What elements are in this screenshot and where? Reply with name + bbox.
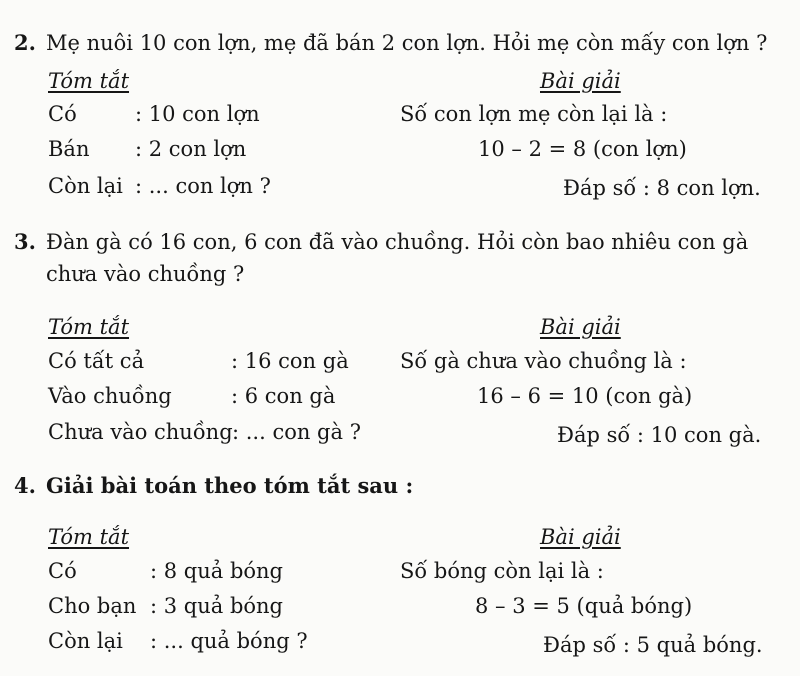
problem-4-row-value: : 3 quả bóng [150,594,284,618]
problem-3-answer: Đáp số : 10 con gà. [557,423,762,447]
problem-3-equation: 16 – 6 = 10 (con gà) [477,384,693,408]
problem-2-question: Mẹ nuôi 10 con lợn, mẹ đã bán 2 con lợn. Hỏi mẹ còn mấy con lợn ? [46,31,768,55]
problem-3-row-value: : 6 con gà [231,384,336,408]
problem-4-equation: 8 – 3 = 5 (quả bóng) [475,594,693,618]
problem-2-row-value: : ... con lợn ? [135,174,271,198]
problem-2-number: 2. [14,30,36,55]
problem-4-row-value: : ... quả bóng ? [150,629,308,653]
problem-4-solution-sentence: Số bóng còn lại là : [400,559,604,583]
problem-3-question-line-1: Đàn gà có 16 con, 6 con đã vào chuồng. Hỏi còn bao nhiêu con gà [46,230,749,254]
problem-4-row-label: Cho bạn [48,594,137,618]
problem-3-question-line-2: chưa vào chuồng ? [46,262,245,286]
problem-4-number: 4. [14,473,36,498]
problem-2-row-label: Bán [48,137,90,161]
problem-4-row-label: Còn lại [48,629,123,653]
problem-3-row-value: : ... con gà ? [232,420,361,444]
problem-4-summary-title: Tóm tắt [48,525,130,549]
problem-3-row-label: Có tất cả [48,349,145,373]
problem-2-solution-sentence: Số con lợn mẹ còn lại là : [400,102,668,126]
problem-2-equation: 10 – 2 = 8 (con lợn) [478,137,687,161]
problem-2-row-value: : 2 con lợn [135,137,247,161]
problem-3-solution-sentence: Số gà chưa vào chuồng là : [400,349,687,373]
problem-2-row-label: Có [48,102,77,126]
problem-4-row-label: Có [48,559,77,583]
problem-3-row-label: Chưa vào chuồng [48,420,233,444]
problem-4-answer: Đáp số : 5 quả bóng. [543,633,763,657]
problem-2-solution-title: Bài giải [540,69,621,93]
problem-3-solution-title: Bài giải [540,315,621,339]
problem-4-question: Giải bài toán theo tóm tắt sau : [46,473,414,498]
problem-3-number: 3. [14,229,36,254]
problem-2-row-value: : 10 con lợn [135,102,260,126]
problem-3-row-value: : 16 con gà [231,349,349,373]
problem-4-row-value: : 8 quả bóng [150,559,284,583]
problem-3-summary-title: Tóm tắt [48,315,130,339]
problem-3-row-label: Vào chuồng [48,384,172,408]
problem-2-summary-title: Tóm tắt [48,69,130,93]
problem-2-row-label: Còn lại [48,174,123,198]
problem-4-solution-title: Bài giải [540,525,621,549]
problem-2-answer: Đáp số : 8 con lợn. [563,176,761,200]
